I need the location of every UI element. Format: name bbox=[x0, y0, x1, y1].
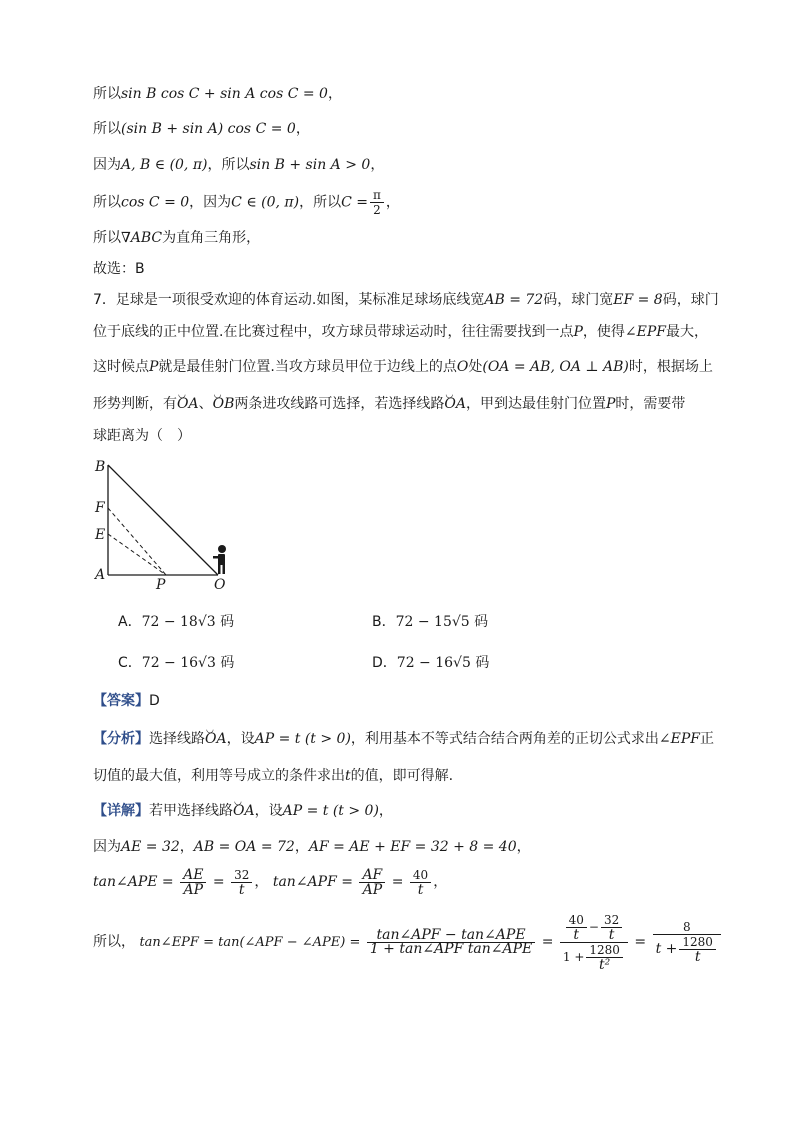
option-c[interactable]: C．72 − 16√3 码 bbox=[118, 655, 235, 671]
solution-line-6: 故选：B bbox=[93, 261, 145, 277]
analysis-line-2: 切值的最大值，利用等号成立的条件求出t的值，即可得解. bbox=[93, 768, 454, 784]
fraction-tan-difference: $\frac{\text{tan∠APF − tan∠APE}}{\text{1 + tan∠APF tan∠APE}}$ bbox=[367, 929, 535, 956]
question-line-5: 球距离为（ ） bbox=[93, 428, 191, 444]
solution-line-3: 因为A, B ∈ (0, π)，所以sin B + sin A > 0， bbox=[93, 157, 385, 173]
answer-tag: 【答案】 bbox=[93, 693, 149, 709]
detail-line-2: 因为AE = 32，AB = OA = 72，AF = AE + EF = 32 + 8 = 40， bbox=[93, 839, 531, 855]
option-d[interactable]: D．72 − 16√5 码 bbox=[372, 655, 490, 671]
fraction-af-ap: $\frac{AF}{AP}$ bbox=[359, 868, 385, 897]
question-line-2: 位于底线的正中位置.在比赛过程中，攻方球员带球运动时，往往需要找到一点P，使得∠EPF最大， bbox=[93, 324, 708, 340]
fraction-pi-over-2: $\frac{\pi}{2}$ bbox=[370, 188, 384, 217]
label-O: O bbox=[214, 577, 226, 593]
label-E: E bbox=[95, 527, 106, 543]
label-A: A bbox=[95, 567, 106, 583]
line-FP bbox=[108, 508, 166, 575]
fraction-32-t-inner: $\frac{32}{t}$ bbox=[601, 913, 622, 942]
fraction-compound: $\frac{40}{t}$ − $\frac{32}{t}$ 1 + $\frac{1280}{\text{t²}}$ bbox=[560, 913, 628, 972]
option-b[interactable]: B．72 − 15√5 码 bbox=[372, 614, 489, 630]
analysis-tag: 【分析】 bbox=[93, 731, 149, 747]
line-BO bbox=[108, 465, 218, 575]
label-P: P bbox=[156, 577, 166, 593]
detail-line-4: 所以， tan∠EPF = tan(∠APF − ∠APE) = $\frac{\text{tan∠APF − tan∠APE}}{\text{1 + tan∠APF tan∠APE}}$ = $\frac{40}{t}$ − $\frac{32}{t}$ 1 + $\frac{1280}{\text{t²}}$ = 8 t + $\frac{1280}{t}$ bbox=[93, 912, 723, 973]
solution-line-1: 所以sin B cos C + sin A cos C = 0， bbox=[93, 86, 342, 102]
fraction-1280-t2: $\frac{1280}{\text{t²}}$ bbox=[586, 943, 623, 972]
analysis-line-1: 【分析】选择线路◡ OA，设AP = t (t > 0)，利用基本不等式结合结合两角差的正切公式求出∠EPF正 bbox=[93, 729, 714, 749]
detail-line-1: 【详解】若甲选择线路◡ OA，设AP = t (t > 0)， bbox=[93, 801, 393, 821]
line-EP bbox=[108, 534, 166, 575]
label-F: F bbox=[95, 500, 105, 516]
detail-line-3: tan∠APE = $\frac{AE}{AP}$ = $\frac{32}{t}$ ， tan∠APF = $\frac{AF}{AP}$ = $\frac{40}{t}$ ， bbox=[93, 866, 448, 898]
detail-tag: 【详解】 bbox=[93, 803, 149, 819]
fraction-40-t: $\frac{40}{t}$ bbox=[410, 868, 431, 897]
fraction-32-t: $\frac{32}{t}$ bbox=[231, 868, 252, 897]
question-line-3: 这时候点P就是最佳射门位置.当攻方球员甲位于边线上的点O处(OA = AB, OA ⊥ AB)时，根据场上 bbox=[93, 359, 713, 375]
label-B: B bbox=[95, 459, 106, 475]
option-a[interactable]: A．72 − 18√3 码 bbox=[118, 614, 235, 630]
question-line-1: 7．足球是一项很受欢迎的体育运动.如图，某标准足球场底线宽AB = 72码，球门宽EF = 8码，球门 bbox=[93, 292, 719, 308]
fraction-8-over-sum: 8 t + $\frac{1280}{t}$ bbox=[653, 921, 721, 964]
solution-line-2: 所以(sin B + sin A) cos C = 0， bbox=[93, 121, 310, 137]
solution-line-4: 所以cos C = 0，因为C ∈ (0, π)，所以C = $\frac{\pi}{2}$ ， bbox=[93, 188, 400, 217]
fraction-ae-ap: $\frac{AE}{AP}$ bbox=[180, 868, 206, 897]
soccer-field-figure bbox=[90, 455, 250, 595]
player-icon bbox=[213, 545, 226, 574]
question-line-4: 形势判断，有◡ OA、◡ OB两条进攻线路可选择，若选择线路◡ OA，甲到达最佳射门位置P时，需要带 bbox=[93, 394, 685, 414]
answer-line: 【答案】D bbox=[93, 693, 160, 709]
fraction-40-t-inner: $\frac{40}{t}$ bbox=[566, 913, 587, 942]
fraction-1280-t: $\frac{1280}{t}$ bbox=[679, 935, 716, 964]
solution-line-5: 所以∇ABC为直角三角形， bbox=[93, 230, 261, 246]
